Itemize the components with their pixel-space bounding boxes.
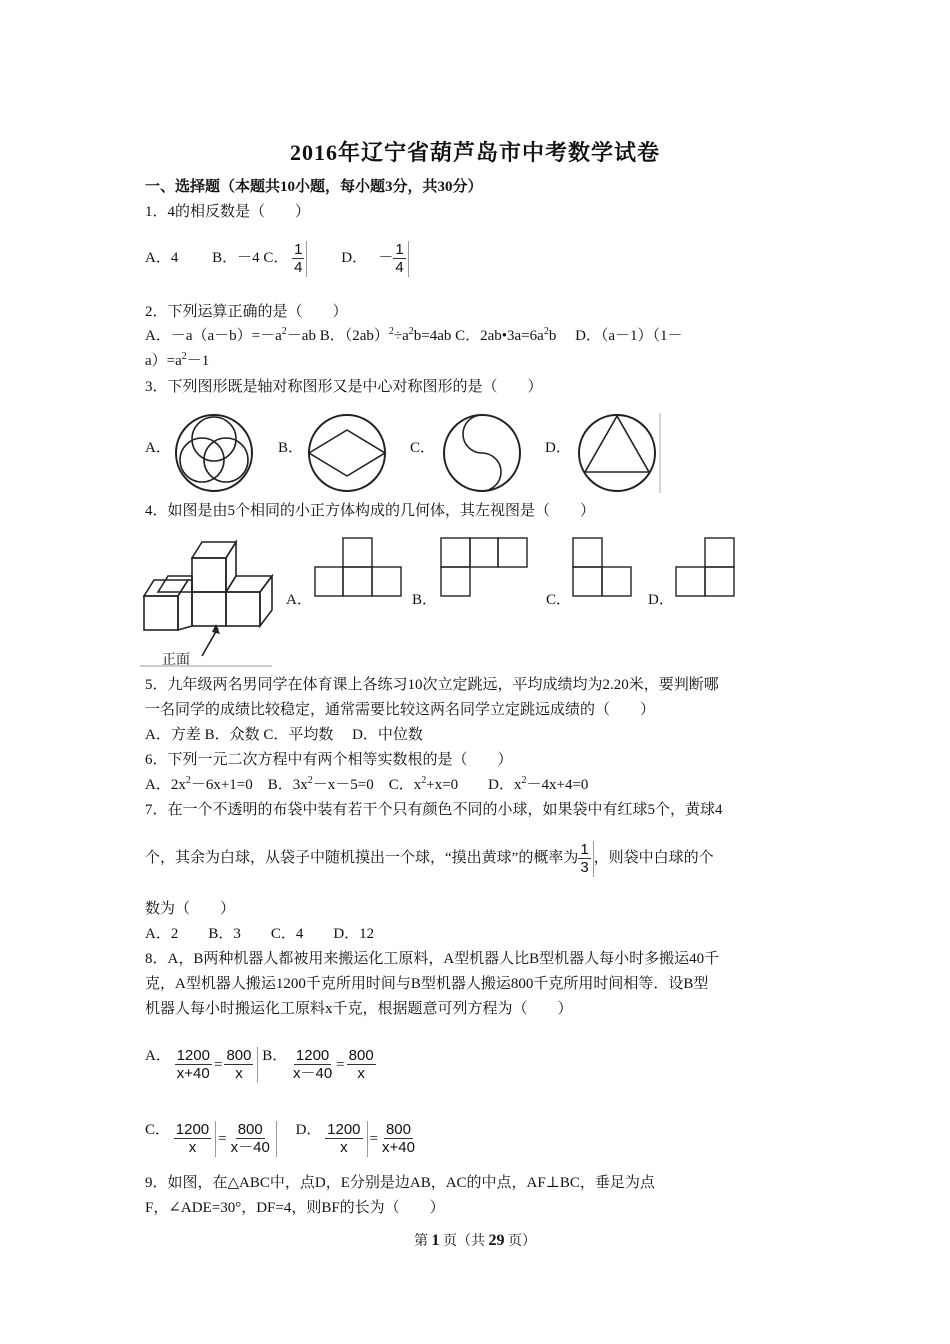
q2-options-line2: $a)=a^2-1$ — [145, 351, 210, 369]
q8-equation-b: $\frac{1200}{x-40}$ = $\frac{800}{x}$ — [292, 1047, 374, 1082]
q2-stem: 2．下列运算正确的是（ ） — [145, 304, 348, 320]
q1-fraction-d: $\frac{1}{4}$ — [395, 241, 404, 277]
section-heading: 一、选择题（本题共10小题，每小题3分，共30分） — [145, 179, 483, 195]
q4-stem: 4．如图是由5个相同的小正方体构成的几何体，其左视图是（ ） — [145, 503, 596, 519]
q3-stem: 3．下列图形既是轴对称图形又是中心对称图形的是（ ） — [145, 379, 543, 395]
q3-option-b: B． — [278, 440, 304, 456]
q4-option-b: B． — [412, 592, 438, 608]
q1-option-d: D． — [341, 250, 360, 266]
q5-options: A．方差 B．众数 C．平均数 D．中位数 — [145, 727, 423, 743]
q5-line2: 一名同学的成绩比较稳定，通常需要比较这两名同学立定跳远成绩的（ ） — [145, 702, 656, 718]
q3-figure-b — [305, 413, 391, 493]
page-title: 2016年辽宁省葫芦岛市中考数学试卷 — [289, 140, 660, 165]
q4-figure-d — [675, 537, 739, 599]
q6-stem: 6．下列一元二次方程中有两个相等实数根的是（ ） — [145, 752, 513, 768]
q9-line1: 9．如图，在△ABC中，点D，E分别是边AB，AC的中点，AF⊥BC，垂足为点 — [145, 1175, 655, 1191]
q7-line2: 个，其余为白球，从袋子中随机摸出一个球，“摸出黄球”的概率为 $\frac{1}{3}$ ，则袋中白球的个 — [145, 841, 714, 877]
q1-options: A．4 B．－4 C． $\frac{1}{4}$ D． － $\frac{1}{4}$ — [145, 240, 409, 277]
q4-option-d: D． — [648, 592, 674, 608]
q1-option-b: B．－4 — [212, 250, 260, 266]
q1-fraction-c: $\frac{1}{4}$ — [294, 241, 303, 277]
q4-option-a: A． — [286, 592, 312, 608]
q2-options-line1: A．$-a(a-b)=-a^2-ab$ B．$(2ab)^2\div a^2b=4ab$ C．$2ab•3a=6a^2b$ D．（a－1）（1－ — [145, 326, 683, 344]
q5-line1: 5．九年级两名男同学在体育课上各练习10次立定跳远，平均成绩均为2.20米，要判断哪 — [145, 677, 719, 693]
q8-options-cd — [145, 1110, 417, 1159]
q8-line2: 克，A型机器人搬运1200千克所用时间与B型机器人搬运800千克所用时间相等．设B型 — [145, 976, 709, 992]
page-total: 29 — [488, 1232, 505, 1249]
q3-option-a: A． — [145, 440, 171, 456]
q8-option-b: B． — [262, 1048, 288, 1064]
q7-line3: 数为（ ） — [145, 901, 236, 917]
q8-option-d: D． — [295, 1122, 322, 1138]
q7-fraction: $\frac{1}{3}$ — [580, 841, 589, 877]
q3-option-c: C． — [410, 440, 436, 456]
q1-option-a: A．4 — [145, 250, 179, 266]
q8-line3: 机器人每小时搬运化工原料x千克，根据题意可列方程为（ ） — [145, 1001, 573, 1017]
q7-line1: 7．在一个不透明的布袋中装有若干个只有颜色不同的小球，如果袋中有红球5个，黄球4 — [145, 802, 723, 818]
q4-solid-figure — [140, 536, 275, 668]
q1-stem: 1．4的相反数是（ ） — [145, 204, 311, 220]
q3-figure-d — [575, 413, 665, 493]
q7-options: A．2 B．3 C．4 D．12 — [145, 926, 375, 942]
q3-option-d: D． — [545, 440, 571, 456]
q8-option-c: C． — [145, 1122, 171, 1138]
q4-figure-b — [440, 537, 530, 599]
q3-figure-c — [440, 413, 526, 493]
q9-line2: F，∠ADE=30°，DF=4，则BF的长为（ ） — [145, 1200, 445, 1216]
page-footer: 第 1 页（共 29 页） — [414, 1232, 536, 1249]
q8-equation-a: $\frac{1200}{x+40}$ = $\frac{800}{x}$ — [175, 1045, 259, 1085]
q1-option-c: C． — [263, 250, 289, 266]
q8-equation-c: $\frac{1200}{x}$ = $\frac{800}{x-40}$ — [174, 1119, 277, 1159]
q6-options: A．$2x^2-6x+1=0$ B．$3x^2-x-5=0$ C．$x^2+x=0$ D．$x^2-4x+4=0$ — [145, 775, 589, 793]
q4-option-c: C． — [546, 592, 572, 608]
page-number: 1 — [431, 1232, 440, 1249]
q4-figure-a — [314, 537, 404, 599]
q3-figure-a — [172, 413, 258, 493]
q4-figure-c — [572, 537, 636, 599]
q8-option-a: A． — [145, 1048, 171, 1064]
q8-line1: 8．A，B两种机器人都被用来搬运化工原料，A型机器人比B型机器人每小时多搬运40千 — [145, 951, 720, 967]
q8-equation-d: $\frac{1200}{x}$ = $\frac{800}{x+40}$ — [327, 1121, 415, 1156]
front-label: 正面 — [162, 652, 190, 668]
q8-options-ab — [145, 1036, 376, 1085]
